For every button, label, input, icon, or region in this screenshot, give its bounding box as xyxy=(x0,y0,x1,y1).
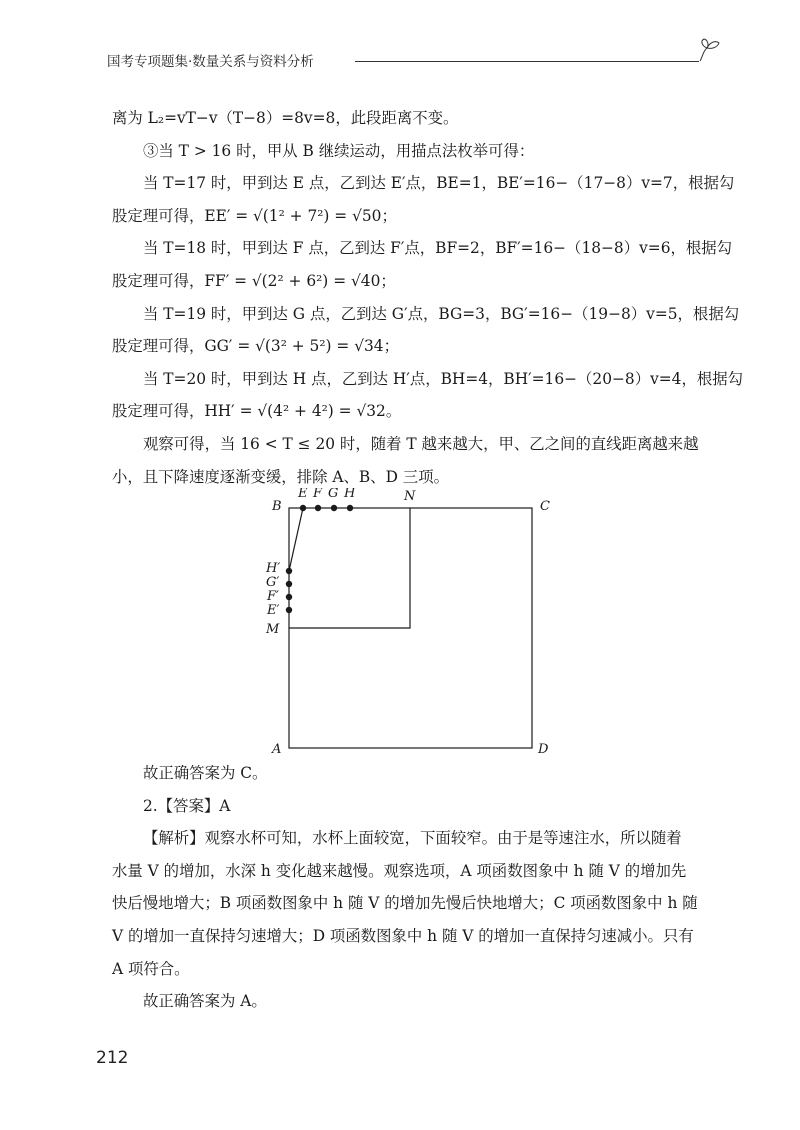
paragraph: 当 T=17 时，甲到达 E 点，乙到达 E′点，BE=1，BE′=16−（17−8）v=7，根据勾 xyxy=(143,174,735,193)
segment-h-hprime xyxy=(289,508,303,571)
label-g-prime: G′ xyxy=(266,575,280,590)
paragraph: 小，且下降速度逐渐变缓，排除 A、B、D 三项。 xyxy=(112,467,449,486)
paragraph: A 项符合。 xyxy=(112,959,190,978)
paragraph: 股定理可得，FF′ = √(2² + 6²) = √40； xyxy=(112,271,396,290)
point-g-prime xyxy=(286,581,292,587)
label-h-prime: H′ xyxy=(266,561,281,576)
inner-path-n-m xyxy=(289,508,410,628)
paragraph: V 的增加一直保持匀速增大；D 项函数图象中 h 随 V 的增加一直保持匀速减小。只有 xyxy=(112,926,694,945)
running-header xyxy=(107,48,713,76)
paragraph: 当 T=19 时，甲到达 G 点，乙到达 G′点，BG=3，BG′=16−（19−8）v=5，根据勾 xyxy=(143,304,740,323)
label-f-prime: F′ xyxy=(267,589,279,604)
header-title: 国考专项题集·数量关系与资料分析 xyxy=(107,54,314,70)
header-rule xyxy=(355,61,699,62)
point-f-prime xyxy=(286,594,292,600)
label-g: G xyxy=(328,488,339,501)
label-e-prime: E′ xyxy=(267,603,280,618)
geometry-figure xyxy=(262,488,562,768)
paragraph: 股定理可得，EE′ = √(1² + 7²) = √50； xyxy=(112,206,397,225)
paragraph: 快后慢地增大；B 项函数图象中 h 随 V 的增加先慢后快地增大；C 项函数图象中 h 随 xyxy=(112,894,698,913)
paragraph: 股定理可得，HH′ = √(4² + 4²) = √32。 xyxy=(112,402,402,421)
label-b: B xyxy=(272,499,282,514)
paragraph: 【解析】观察水杯可知，水杯上面较宽，下面较窄。由于是等速注水，所以随着 xyxy=(143,829,682,848)
label-d: D xyxy=(538,742,549,757)
label-h: H xyxy=(344,488,356,501)
paragraph: 故正确答案为 A。 xyxy=(143,992,267,1011)
label-e: E xyxy=(298,488,308,501)
label-a: A xyxy=(272,742,282,757)
label-c: C xyxy=(540,499,550,514)
question-2-answer: 2.【答案】A xyxy=(143,796,231,815)
paragraph: 观察可得，当 16 < T ≤ 20 时，随着 T 越来越大，甲、乙之间的直线距离越来越 xyxy=(143,434,699,453)
paragraph: 离为 L₂=vT−v（T−8）=8v=8，此段距离不变。 xyxy=(112,109,459,127)
solution-part-2 xyxy=(112,757,708,1018)
paragraph: ③当 T > 16 时，甲从 B 继续运动，用描点法枚举可得： xyxy=(143,141,535,160)
sprout-icon xyxy=(699,36,721,62)
label-m: M xyxy=(266,622,280,637)
label-f: F xyxy=(313,488,323,501)
point-e xyxy=(300,505,306,511)
point-g xyxy=(331,505,337,511)
page-number: 212 xyxy=(96,1048,129,1068)
paragraph: 故正确答案为 C。 xyxy=(143,764,268,782)
point-f xyxy=(315,505,321,511)
paragraph: 股定理可得，GG′ = √(3² + 5²) = √34； xyxy=(112,337,399,356)
point-h xyxy=(347,505,353,511)
solution-part-1 xyxy=(112,102,744,493)
paragraph: 当 T=20 时，甲到达 H 点，乙到达 H′点，BH=4，BH′=16−（20−8）v=4，根据勾 xyxy=(143,369,744,388)
label-n: N xyxy=(404,489,416,504)
paragraph: 水量 V 的增加，水深 h 变化越来越慢。观察选项，A 项函数图象中 h 随 V 的增加先 xyxy=(112,861,687,880)
paragraph: 当 T=18 时，甲到达 F 点，乙到达 F′点，BF=2，BF′=16−（18−8）v=6，根据勾 xyxy=(143,239,733,258)
point-e-prime xyxy=(286,607,292,613)
point-h-prime xyxy=(286,568,292,574)
